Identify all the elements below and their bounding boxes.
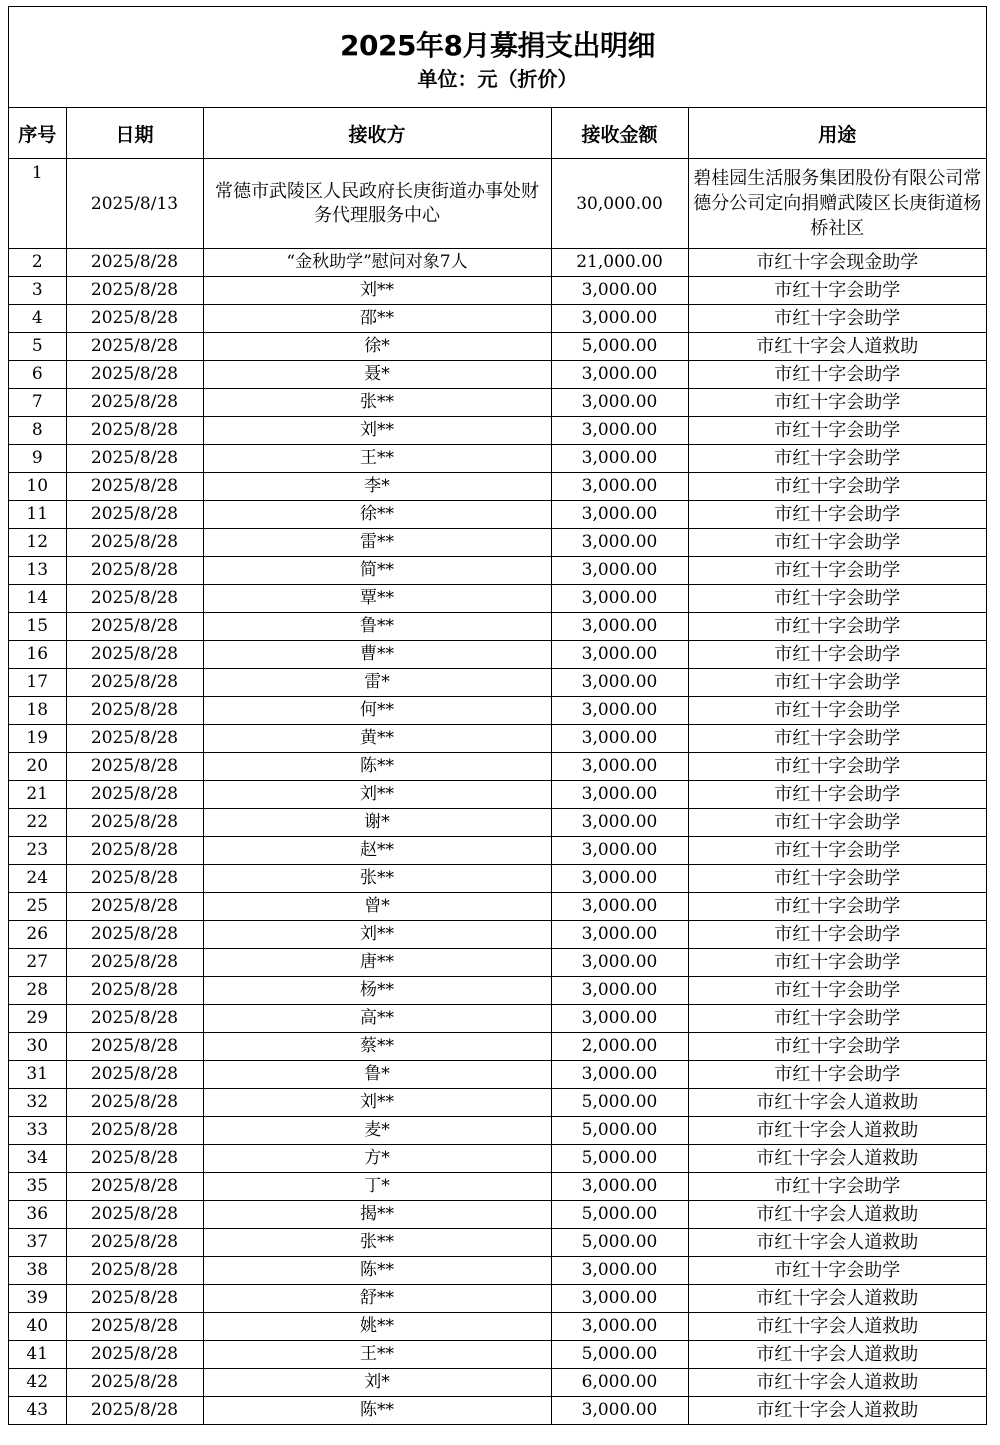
cell-amount: 3,000.00 — [551, 1061, 688, 1089]
column-header-amount: 接收金额 — [551, 108, 688, 159]
table-row — [9, 501, 986, 529]
cell-amount: 3,000.00 — [551, 417, 688, 445]
cell-recipient: 麦* — [203, 1117, 551, 1145]
cell-purpose: 市红十字会助学 — [688, 921, 986, 949]
cell-date: 2025/8/28 — [66, 333, 203, 361]
table-row — [9, 697, 986, 725]
cell-recipient: 丁* — [203, 1173, 551, 1201]
column-header-date: 日期 — [66, 108, 203, 159]
cell-recipient: 方* — [203, 1145, 551, 1173]
cell-date: 2025/8/28 — [66, 753, 203, 781]
cell-amount: 5,000.00 — [551, 1201, 688, 1229]
cell-recipient: 雷** — [203, 529, 551, 557]
cell-purpose: 市红十字会助学 — [688, 753, 986, 781]
cell-seq: 25 — [9, 893, 66, 921]
cell-recipient: 何** — [203, 697, 551, 725]
cell-recipient: 舒** — [203, 1285, 551, 1313]
table-row — [9, 389, 986, 417]
page-title: 2025年8月募捐支出明细 — [340, 29, 655, 62]
cell-amount: 5,000.00 — [551, 1145, 688, 1173]
cell-seq: 40 — [9, 1313, 66, 1341]
cell-date: 2025/8/28 — [66, 361, 203, 389]
cell-date: 2025/8/28 — [66, 1397, 203, 1425]
table-row — [9, 1341, 986, 1369]
cell-purpose: 市红十字会助学 — [688, 949, 986, 977]
cell-recipient: 曹** — [203, 641, 551, 669]
cell-recipient: 雷* — [203, 669, 551, 697]
cell-date: 2025/8/28 — [66, 1145, 203, 1173]
cell-date: 2025/8/13 — [66, 159, 203, 249]
table-row — [9, 753, 986, 781]
cell-amount: 5,000.00 — [551, 1117, 688, 1145]
cell-amount: 3,000.00 — [551, 473, 688, 501]
cell-purpose: 市红十字会助学 — [688, 277, 986, 305]
cell-seq: 31 — [9, 1061, 66, 1089]
cell-recipient: 刘** — [203, 1089, 551, 1117]
cell-seq: 15 — [9, 613, 66, 641]
cell-recipient: 覃** — [203, 585, 551, 613]
cell-amount: 3,000.00 — [551, 809, 688, 837]
cell-date: 2025/8/28 — [66, 585, 203, 613]
cell-purpose: 市红十字会助学 — [688, 305, 986, 333]
cell-date: 2025/8/28 — [66, 1173, 203, 1201]
cell-recipient: 鲁* — [203, 1061, 551, 1089]
cell-recipient: 陈** — [203, 1257, 551, 1285]
cell-date: 2025/8/28 — [66, 949, 203, 977]
cell-recipient: 徐** — [203, 501, 551, 529]
table-row — [9, 1005, 986, 1033]
cell-date: 2025/8/28 — [66, 305, 203, 333]
cell-recipient: 张** — [203, 389, 551, 417]
cell-amount: 3,000.00 — [551, 585, 688, 613]
table-row — [9, 249, 986, 277]
cell-recipient: 刘** — [203, 417, 551, 445]
table-header-row — [9, 108, 986, 159]
cell-amount: 3,000.00 — [551, 529, 688, 557]
cell-seq: 2 — [9, 249, 66, 277]
cell-seq: 33 — [9, 1117, 66, 1145]
cell-purpose: 市红十字会助学 — [688, 1033, 986, 1061]
cell-purpose: 市红十字会现金助学 — [688, 249, 986, 277]
title-block — [9, 7, 986, 108]
cell-recipient: 唐** — [203, 949, 551, 977]
cell-date: 2025/8/28 — [66, 1285, 203, 1313]
cell-amount: 3,000.00 — [551, 445, 688, 473]
cell-recipient: “金秋助学”慰问对象7人 — [203, 249, 551, 277]
cell-purpose: 市红十字会助学 — [688, 1173, 986, 1201]
cell-seq: 17 — [9, 669, 66, 697]
cell-recipient: 张** — [203, 865, 551, 893]
cell-purpose: 碧桂园生活服务集团股份有限公司常德分公司定向捐赠武陵区长庚街道杨桥社区 — [688, 159, 986, 249]
table-row — [9, 277, 986, 305]
cell-recipient: 王** — [203, 1341, 551, 1369]
cell-seq: 35 — [9, 1173, 66, 1201]
cell-date: 2025/8/28 — [66, 249, 203, 277]
cell-date: 2025/8/28 — [66, 557, 203, 585]
cell-recipient: 谢* — [203, 809, 551, 837]
cell-date: 2025/8/28 — [66, 921, 203, 949]
cell-date: 2025/8/28 — [66, 725, 203, 753]
cell-amount: 3,000.00 — [551, 865, 688, 893]
cell-purpose: 市红十字会助学 — [688, 529, 986, 557]
cell-amount: 3,000.00 — [551, 641, 688, 669]
table-row — [9, 781, 986, 809]
cell-amount: 3,000.00 — [551, 361, 688, 389]
cell-amount: 3,000.00 — [551, 1173, 688, 1201]
cell-amount: 3,000.00 — [551, 949, 688, 977]
cell-seq: 21 — [9, 781, 66, 809]
cell-date: 2025/8/28 — [66, 837, 203, 865]
cell-amount: 3,000.00 — [551, 613, 688, 641]
cell-recipient: 揭** — [203, 1201, 551, 1229]
cell-date: 2025/8/28 — [66, 277, 203, 305]
cell-seq: 36 — [9, 1201, 66, 1229]
cell-seq: 14 — [9, 585, 66, 613]
cell-amount: 30,000.00 — [551, 159, 688, 249]
table-row — [9, 159, 986, 249]
cell-seq: 30 — [9, 1033, 66, 1061]
cell-purpose: 市红十字会人道救助 — [688, 1201, 986, 1229]
cell-recipient: 陈** — [203, 753, 551, 781]
table-row — [9, 1117, 986, 1145]
cell-amount: 3,000.00 — [551, 1005, 688, 1033]
cell-seq: 24 — [9, 865, 66, 893]
table-row — [9, 333, 986, 361]
table-row — [9, 1061, 986, 1089]
table-row — [9, 445, 986, 473]
cell-date: 2025/8/28 — [66, 613, 203, 641]
table-row — [9, 557, 986, 585]
cell-date: 2025/8/28 — [66, 1313, 203, 1341]
cell-purpose: 市红十字会助学 — [688, 641, 986, 669]
cell-purpose: 市红十字会助学 — [688, 361, 986, 389]
cell-amount: 3,000.00 — [551, 1313, 688, 1341]
cell-seq: 1 — [9, 159, 66, 249]
cell-purpose: 市红十字会人道救助 — [688, 1313, 986, 1341]
table-row — [9, 1369, 986, 1397]
table-row — [9, 1145, 986, 1173]
cell-recipient: 赵** — [203, 837, 551, 865]
cell-amount: 3,000.00 — [551, 1397, 688, 1425]
cell-date: 2025/8/28 — [66, 1201, 203, 1229]
cell-purpose: 市红十字会助学 — [688, 865, 986, 893]
table-row — [9, 1229, 986, 1257]
cell-date: 2025/8/28 — [66, 501, 203, 529]
cell-date: 2025/8/28 — [66, 389, 203, 417]
cell-recipient: 蔡** — [203, 1033, 551, 1061]
cell-amount: 3,000.00 — [551, 837, 688, 865]
cell-seq: 42 — [9, 1369, 66, 1397]
cell-purpose: 市红十字会人道救助 — [688, 1117, 986, 1145]
cell-seq: 23 — [9, 837, 66, 865]
cell-recipient: 刘** — [203, 921, 551, 949]
cell-date: 2025/8/28 — [66, 697, 203, 725]
table-row — [9, 361, 986, 389]
cell-recipient: 刘* — [203, 1369, 551, 1397]
cell-purpose: 市红十字会人道救助 — [688, 1145, 986, 1173]
cell-seq: 3 — [9, 277, 66, 305]
cell-purpose: 市红十字会人道救助 — [688, 1369, 986, 1397]
table-row — [9, 837, 986, 865]
cell-purpose: 市红十字会人道救助 — [688, 1397, 986, 1425]
cell-purpose: 市红十字会人道救助 — [688, 1341, 986, 1369]
cell-amount: 3,000.00 — [551, 1257, 688, 1285]
cell-seq: 28 — [9, 977, 66, 1005]
cell-purpose: 市红十字会助学 — [688, 613, 986, 641]
cell-purpose: 市红十字会人道救助 — [688, 1285, 986, 1313]
cell-seq: 38 — [9, 1257, 66, 1285]
cell-seq: 7 — [9, 389, 66, 417]
cell-date: 2025/8/28 — [66, 417, 203, 445]
cell-recipient: 张** — [203, 1229, 551, 1257]
cell-recipient: 刘** — [203, 781, 551, 809]
cell-amount: 3,000.00 — [551, 893, 688, 921]
cell-recipient: 高** — [203, 1005, 551, 1033]
cell-seq: 27 — [9, 949, 66, 977]
table-row — [9, 1089, 986, 1117]
cell-amount: 3,000.00 — [551, 977, 688, 1005]
cell-seq: 8 — [9, 417, 66, 445]
cell-date: 2025/8/28 — [66, 529, 203, 557]
cell-recipient: 李* — [203, 473, 551, 501]
table-row — [9, 1257, 986, 1285]
cell-date: 2025/8/28 — [66, 1257, 203, 1285]
cell-recipient: 聂* — [203, 361, 551, 389]
cell-purpose: 市红十字会助学 — [688, 473, 986, 501]
cell-date: 2025/8/28 — [66, 1117, 203, 1145]
column-header-purpose: 用途 — [688, 108, 986, 159]
cell-date: 2025/8/28 — [66, 977, 203, 1005]
table-row — [9, 1285, 986, 1313]
cell-recipient: 常德市武陵区人民政府长庚街道办事处财务代理服务中心 — [203, 159, 551, 249]
table-row — [9, 669, 986, 697]
cell-recipient: 鲁** — [203, 613, 551, 641]
cell-seq: 32 — [9, 1089, 66, 1117]
cell-purpose: 市红十字会人道救助 — [688, 333, 986, 361]
cell-amount: 3,000.00 — [551, 305, 688, 333]
cell-amount: 3,000.00 — [551, 753, 688, 781]
cell-seq: 9 — [9, 445, 66, 473]
cell-seq: 37 — [9, 1229, 66, 1257]
table-row — [9, 1033, 986, 1061]
table-row — [9, 725, 986, 753]
cell-purpose: 市红十字会人道救助 — [688, 1229, 986, 1257]
cell-date: 2025/8/28 — [66, 809, 203, 837]
column-header-seq: 序号 — [9, 108, 66, 159]
cell-seq: 29 — [9, 1005, 66, 1033]
cell-amount: 3,000.00 — [551, 697, 688, 725]
cell-seq: 13 — [9, 557, 66, 585]
cell-date: 2025/8/28 — [66, 641, 203, 669]
cell-date: 2025/8/28 — [66, 473, 203, 501]
cell-date: 2025/8/28 — [66, 1341, 203, 1369]
cell-purpose: 市红十字会助学 — [688, 501, 986, 529]
table-row — [9, 1201, 986, 1229]
cell-purpose: 市红十字会助学 — [688, 445, 986, 473]
cell-amount: 5,000.00 — [551, 1229, 688, 1257]
table-row — [9, 641, 986, 669]
cell-date: 2025/8/28 — [66, 1369, 203, 1397]
cell-date: 2025/8/28 — [66, 445, 203, 473]
cell-seq: 22 — [9, 809, 66, 837]
cell-purpose: 市红十字会助学 — [688, 809, 986, 837]
donation-expense-sheet — [8, 6, 987, 1425]
cell-seq: 4 — [9, 305, 66, 333]
table-row — [9, 473, 986, 501]
cell-recipient: 徐* — [203, 333, 551, 361]
cell-seq: 10 — [9, 473, 66, 501]
cell-purpose: 市红十字会助学 — [688, 697, 986, 725]
cell-date: 2025/8/28 — [66, 781, 203, 809]
cell-purpose: 市红十字会助学 — [688, 1061, 986, 1089]
table-row — [9, 529, 986, 557]
cell-amount: 2,000.00 — [551, 1033, 688, 1061]
cell-purpose: 市红十字会助学 — [688, 1257, 986, 1285]
cell-recipient: 杨** — [203, 977, 551, 1005]
table-row — [9, 809, 986, 837]
cell-purpose: 市红十字会助学 — [688, 557, 986, 585]
table-row — [9, 949, 986, 977]
cell-amount: 6,000.00 — [551, 1369, 688, 1397]
unit-note: 单位：元（折价） — [417, 67, 578, 91]
cell-date: 2025/8/28 — [66, 669, 203, 697]
cell-seq: 34 — [9, 1145, 66, 1173]
table-row — [9, 977, 986, 1005]
cell-date: 2025/8/28 — [66, 1089, 203, 1117]
cell-amount: 21,000.00 — [551, 249, 688, 277]
table-row — [9, 1313, 986, 1341]
cell-amount: 3,000.00 — [551, 669, 688, 697]
cell-amount: 3,000.00 — [551, 277, 688, 305]
cell-recipient: 姚** — [203, 1313, 551, 1341]
cell-recipient: 邵** — [203, 305, 551, 333]
cell-amount: 5,000.00 — [551, 1089, 688, 1117]
cell-amount: 3,000.00 — [551, 557, 688, 585]
cell-purpose: 市红十字会助学 — [688, 893, 986, 921]
cell-date: 2025/8/28 — [66, 893, 203, 921]
cell-recipient: 陈** — [203, 1397, 551, 1425]
cell-seq: 39 — [9, 1285, 66, 1313]
cell-seq: 18 — [9, 697, 66, 725]
cell-amount: 5,000.00 — [551, 333, 688, 361]
cell-purpose: 市红十字会助学 — [688, 585, 986, 613]
table-row — [9, 305, 986, 333]
cell-purpose: 市红十字会助学 — [688, 977, 986, 1005]
cell-seq: 12 — [9, 529, 66, 557]
table-row — [9, 921, 986, 949]
table-row — [9, 585, 986, 613]
cell-recipient: 王** — [203, 445, 551, 473]
cell-amount: 3,000.00 — [551, 781, 688, 809]
cell-amount: 3,000.00 — [551, 389, 688, 417]
cell-seq: 19 — [9, 725, 66, 753]
cell-recipient: 曾* — [203, 893, 551, 921]
table-row — [9, 1397, 986, 1425]
cell-seq: 41 — [9, 1341, 66, 1369]
cell-date: 2025/8/28 — [66, 1005, 203, 1033]
cell-purpose: 市红十字会助学 — [688, 725, 986, 753]
table-body — [9, 159, 986, 1425]
cell-date: 2025/8/28 — [66, 1033, 203, 1061]
cell-amount: 5,000.00 — [551, 1341, 688, 1369]
cell-recipient: 黄** — [203, 725, 551, 753]
cell-amount: 3,000.00 — [551, 725, 688, 753]
table-row — [9, 1173, 986, 1201]
cell-seq: 43 — [9, 1397, 66, 1425]
cell-purpose: 市红十字会助学 — [688, 781, 986, 809]
cell-purpose: 市红十字会助学 — [688, 1005, 986, 1033]
expense-table — [9, 108, 986, 1424]
cell-seq: 16 — [9, 641, 66, 669]
cell-seq: 6 — [9, 361, 66, 389]
cell-amount: 3,000.00 — [551, 1285, 688, 1313]
cell-purpose: 市红十字会助学 — [688, 837, 986, 865]
cell-seq: 11 — [9, 501, 66, 529]
column-header-recipient: 接收方 — [203, 108, 551, 159]
cell-purpose: 市红十字会人道救助 — [688, 1089, 986, 1117]
table-row — [9, 865, 986, 893]
table-row — [9, 417, 986, 445]
cell-date: 2025/8/28 — [66, 865, 203, 893]
cell-recipient: 简** — [203, 557, 551, 585]
table-row — [9, 613, 986, 641]
cell-seq: 5 — [9, 333, 66, 361]
cell-seq: 20 — [9, 753, 66, 781]
cell-amount: 3,000.00 — [551, 501, 688, 529]
cell-date: 2025/8/28 — [66, 1229, 203, 1257]
cell-purpose: 市红十字会助学 — [688, 389, 986, 417]
cell-purpose: 市红十字会助学 — [688, 417, 986, 445]
cell-seq: 26 — [9, 921, 66, 949]
cell-date: 2025/8/28 — [66, 1061, 203, 1089]
cell-recipient: 刘** — [203, 277, 551, 305]
cell-amount: 3,000.00 — [551, 921, 688, 949]
table-row — [9, 893, 986, 921]
cell-purpose: 市红十字会助学 — [688, 669, 986, 697]
